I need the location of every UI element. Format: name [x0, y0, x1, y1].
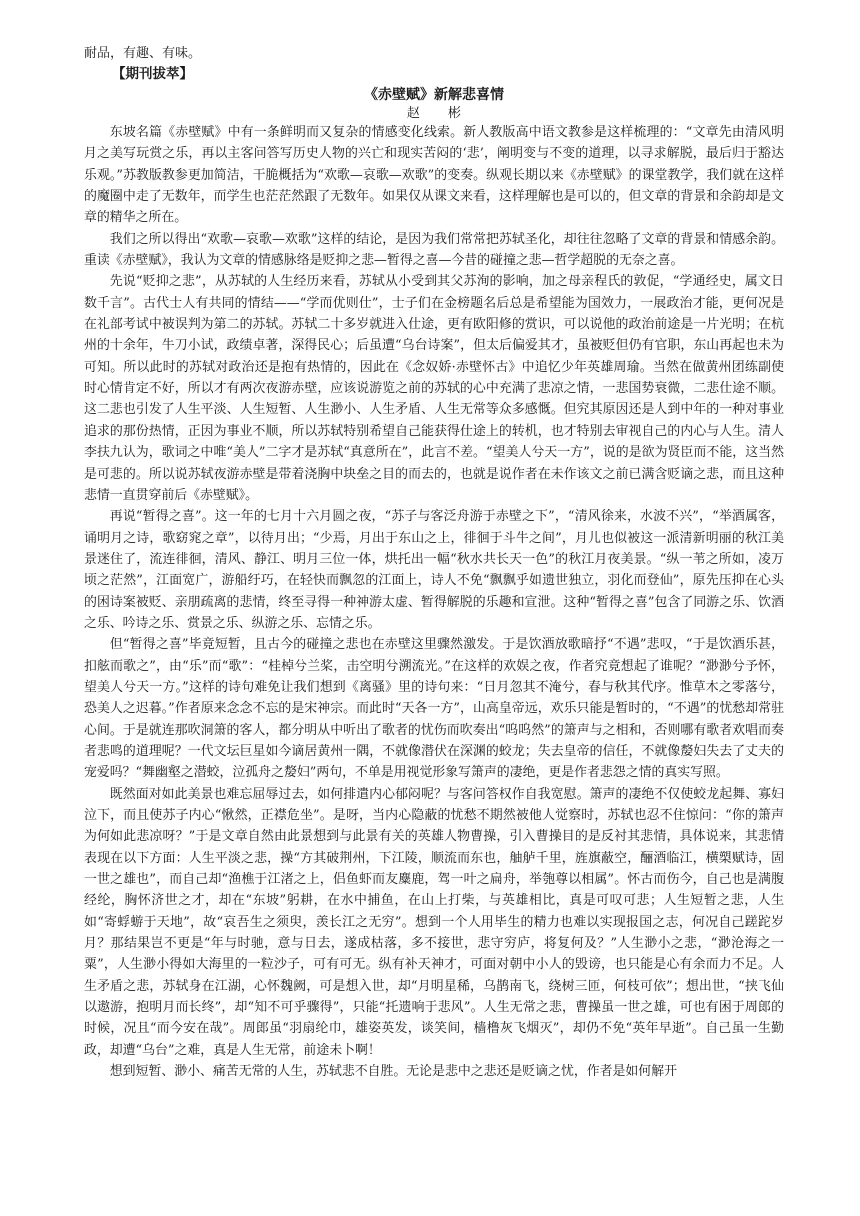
paragraph: 东坡名篇《赤壁赋》中有一条鲜明而又复杂的情感变化线索。新人教版高中语文教参是这样梳理的：“文章先由清风明月之美写玩赏之乐，再以主客问答写历史人物的兴亡和现实苦闷的‘悲’，阐明变与不变的道理，以寻求解脱，最后归于豁达乐观。”苏教版教参更加简洁，干脆概括为“欢歌—哀歌—欢歌”的变奏。纵观长期以来《赤壁赋》的课堂教学，我们就在这样的魔圈中走了无数年，而学生也茫茫然跟了无数年。如果仅从课文来看，这样理解也是可以的，但文章的背景和余韵却是文章的精华之所在。 — [84, 125, 784, 226]
paragraph: 既然面对如此美景也难忘屈辱过去，如何排遣内心郁闷呢？与客问答权作自我宽慰。箫声的凄绝不仅使蛟龙起舞、寡妇泣下，而且使苏子内心“愀然，正襟危坐”。是呀，当内心隐蔽的忧愁不期然被他人觉察时，苏轼也忍不住惊问：“你的箫声为何如此悲凉呀？”于是文章自然由此景想到与此景有关的英雄人物曹操，引入曹操目的是反衬其悲情，具体说来，其悲情表现在以下方面：人生平淡之悲，操“方其破荆州，下江陵，顺流而东也，舳舻千里，旌旗蔽空，酾酒临江，横槊赋诗，固一世之雄也”，而自己却“渔樵于江渚之上，侣鱼虾而友麋鹿，驾一叶之扁舟，举匏尊以相属”。怀古而伤今，自己也是满腹经纶，胸怀济世之才，却在“东坡”躬耕，在水中捕鱼，在山上打柴，与英雄相比，真是可叹可悲；人生短暂之悲，人生如“寄蜉蝣于天地”，故“哀吾生之须臾，羡长江之无穷”。想到一个人用毕生的精力也难以实现报国之志，何况自己蹉跎岁月？那结果岂不更是“年与时驰，意与日去，遂成枯落，多不接世，悲守穷庐，将复何及？”人生渺小之悲，“渺沧海之一粟”，人生渺小得如大海里的一粒沙子，可有可无。纵有补天神才，可面对朝中小人的毁谤，也只能是心有余而力不足。人生矛盾之悲，苏轼身在江湖，心怀魏阙，可是想入世，却“月明星稀，乌鹊南飞，绕树三匝，何枝可依”；想出世，“挟飞仙以遨游，抱明月而长终”，却“知不可乎骤得”，只能“托遗响于悲风”。人生无常之悲，曹操虽一世之雄，可也有困于周郎的时候，况且“而今安在哉”。周郎虽“羽扇纶巾，雄姿英发，谈笑间，樯橹灰飞烟灭”，却仍不免“英年早逝”。自己虽一生勤政，却遭“乌台”之难，真是人生无常，前途未卜啊！ — [84, 786, 784, 1058]
article-body — [84, 122, 784, 1082]
lead-line: 耐品，有趣、有味。 — [84, 46, 202, 61]
paragraph: 再说“暂得之喜”。这一年的七月十六月圆之夜，“苏子与客泛舟游于赤壁之下”，“清风徐来，水波不兴”，“举酒属客，诵明月之诗，歌窈窕之章”，以待月出；“少焉，月出于东山之上，徘徊于斗牛之间”，月儿也似被这一派清新明丽的秋江美景迷住了，流连徘徊，清风、静江、明月三位一体，烘托出一幅“秋水共长天一色”的秋江月夜美景。“纵一苇之所如，凌万顷之茫然”，江面宽广，游船纡巧，在轻快而飘忽的江面上，诗人不免“飘飘乎如遗世独立，羽化而登仙”，原先压抑在心头的困诗案被贬、亲朋疏离的悲情，终至寻得一种神游太虚、暂得解脱的乐趣和宣泄。这种“暂得之喜”包含了同游之乐、饮酒之乐、吟诗之乐、赏景之乐、纵游之乐、忘情之乐。 — [84, 509, 784, 631]
article-author: 赵 彬 — [406, 106, 474, 121]
paragraph: 我们之所以得出“欢歌—哀歌—欢歌”这样的结论，是因为我们常常把苏轼圣化，却往往忽略了文章的背景和情感余韵。重读《赤壁赋》，我认为文章的情感脉络是贬抑之悲—暂得之喜—今昔的碰撞之悲—哲学超脱的无奈之喜。 — [84, 231, 784, 269]
document-page — [84, 44, 784, 1082]
paragraph: 想到短暂、渺小、痛苦无常的人生，苏轼悲不自胜。无论是悲中之悲还是贬谪之忧，作者是如何解开 — [109, 1064, 677, 1080]
paragraph: 先说“贬抑之悲”，从苏轼的人生经历来看，苏轼从小受到其父苏洵的影响，加之母亲程氏的敦促，“学通经史，属文日数千言”。古代士人有共同的情结——“学而优则仕”，士子们在金榜题名后总是希望能为国效力，一展政治才能，更何况是在礼部考试中被误判为第二的苏轼。苏轼二十多岁就进入仕途，更有欧阳修的赏识，可以说他的政治前途是一片光明；在杭州的十余年，牛刀小试，政绩卓著，深得民心；后虽遭“乌台诗案”，但太后偏爱其才，虽被贬但仍有官职，东山再起也未为可知。所以此时的苏轼对政治还是抱有热情的，因此在《念奴娇·赤壁怀古》中追忆少年英雄周瑜。当然在做黄州团练副使时心情肯定不好，所以才有两次夜游赤壁，应该说游览之前的苏轼的心中充满了悲凉之情，一悲国势衰微，二悲仕途不顺。这二悲也引发了人生平淡、人生短暂、人生渺小、人生矛盾、人生无常等众多感慨。但究其原因还是人到中年的一种对事业追求的那份热情，正因为事业不顺，所以苏轼特别希望自己能获得仕途上的转机，也才特别去审视自己的内心与人生。清人李扶九认为，歌词之中唯“美人”二字才是苏轼“真意所在”，此言不差。“望美人兮天一方”，说的是欲为贤臣而不能，这当然是可悲的。所以说苏轼夜游赤壁是带着浇胸中块垒之目的而去的，也就是说作者在未作该文之前已满含贬谪之悲，而且这种悲情一直贯穿前后《赤壁赋》。 — [84, 274, 784, 503]
article-title: 《赤壁赋》新解悲喜情 — [364, 87, 504, 103]
paragraph: 但“暂得之喜”毕竟短暂，且古今的碰撞之悲也在赤壁这里骤然激发。于是饮酒放歌暗抒“不遇”悲叹，“于是饮酒乐甚，扣舷而歌之”，由“乐”而“歌”：“桂棹兮兰桨，击空明兮溯流光。”在这样的欢娱之夜，作者究竟想起了谁呢？“渺渺兮予怀，望美人兮天一方。”这样的诗句难免让我们想到《离骚》里的诗句来：“日月忽其不淹兮，春与秋其代序。惟草木之零落兮，恐美人之迟暮。”作者原来念念不忘的是宋神宗。而此时“天各一方”，山高皇帝远，欢乐只能是暂时的，“不遇”的忧愁却常驻心间。于是就连那吹洞箫的客人，都分明从中听出了歌者的忧伤而吹奏出“呜呜然”的箫声与之相和，否则哪有歌者欢唱而奏者悲鸣的道理呢？一代文坛巨星如今谪居黄州一隅，不就像潜伏在深渊的蛟龙；失去皇帝的信任，不就像嫠妇失去了丈夫的宠爱吗？“舞幽壑之潜蛟，泣孤舟之嫠妇”两句，不单是用视觉形象写箫声的凄绝，更是作者悲怨之情的真实写照。 — [84, 637, 784, 781]
section-tag: 【期刊拔萃】 — [112, 66, 193, 82]
